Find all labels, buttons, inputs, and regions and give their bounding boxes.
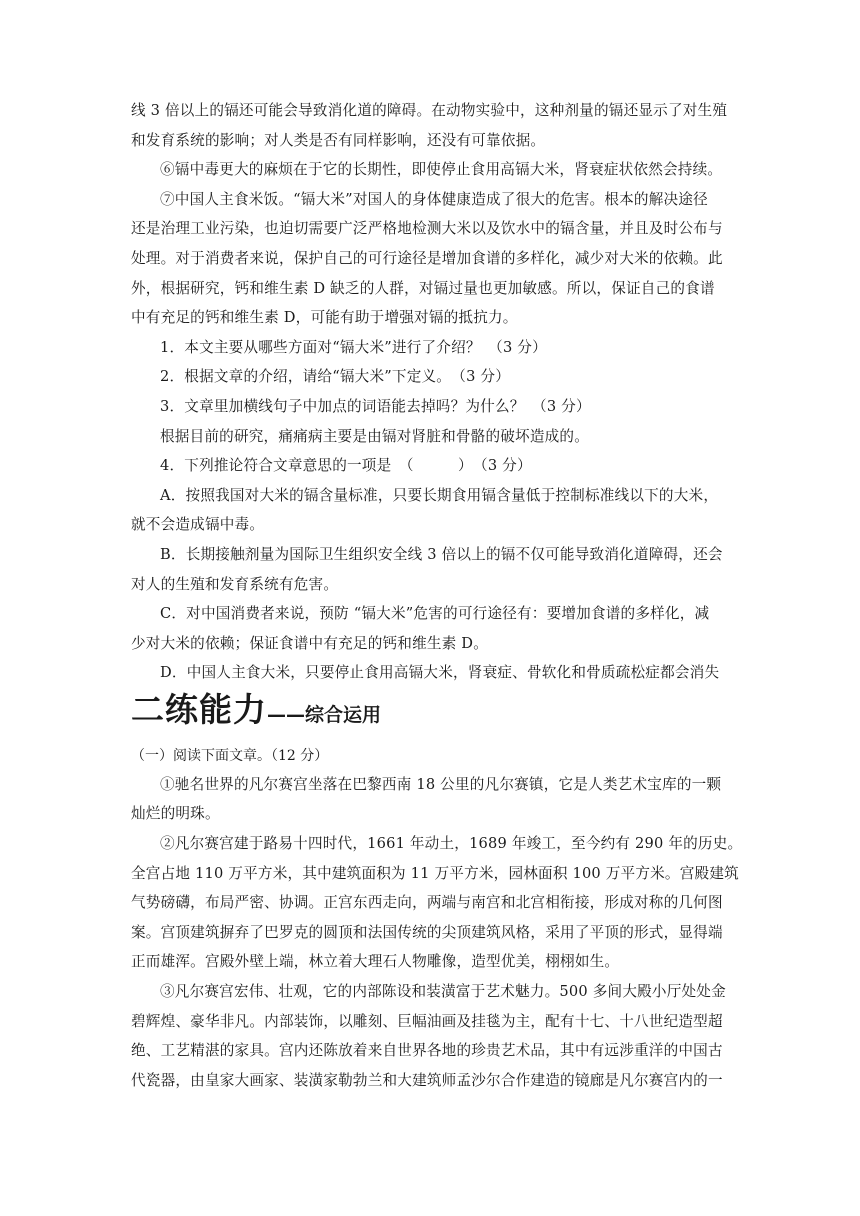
document-page xyxy=(131,96,743,1095)
question-1: 1．本文主要从哪些方面对“镉大米”进行了介绍？ （3 分） xyxy=(160,338,547,356)
option-c: C．对中国消费者来说，预防 “镉大米”危害的可行途径有：要增加食谱的多样化，减 xyxy=(160,605,710,623)
paragraph-2: ②凡尔赛宫建于路易十四时代，1661 年动土，1689 年竣工，至今约有 290 年的历史。 xyxy=(160,835,743,853)
paragraph-line: 和发育系统的影响；对人类是否有同样影响，还没有可靠依据。 xyxy=(131,131,546,149)
section-title: 二练能力 xyxy=(131,689,267,729)
option-d: D．中国人主食大米，只要停止食用高镉大米，肾衰症、骨软化和骨质疏松症都会消失 xyxy=(160,664,720,682)
paragraph-line: 案。宫顶建筑摒弃了巴罗克的圆顶和法国传统的尖顶建筑风格，采用了平顶的形式，显得端 xyxy=(131,923,723,941)
question-2: 2．根据文章的介绍，请给“镉大米”下定义。 （3 分） xyxy=(160,368,510,386)
question-3-sentence: 根据目前的研究，痛痛病主要是由镉对肾脏和骨骼的破坏造成的。 xyxy=(160,427,590,445)
section-subtitle: ——综合运用 xyxy=(267,703,382,726)
option-c-cont: 少对大米的依赖；保证食谱中有充足的钙和维生素 D。 xyxy=(131,634,488,652)
section-heading xyxy=(131,690,731,736)
paragraph-line: 全宫占地 110 万平方米，其中建筑面积为 11 万平方米，园林面积 100 万平方米。宫殿建筑 xyxy=(131,864,739,882)
paragraph-line: 气势磅礴，布局严密、协调。正宫东西走向，两端与南宫和北宫相衔接，形成对称的几何图 xyxy=(131,894,723,912)
paragraph-line: 还是治理工业污染，也迫切需要广泛严格地检测大米以及饮水中的镉含量，并且及时公布与 xyxy=(131,220,723,238)
option-a: A．按照我国对大米的镉含量标准，只要长期食用镉含量低于控制标准线以下的大米， xyxy=(160,486,719,504)
reading-instruction: （一）阅读下面文章。（12 分） xyxy=(131,747,329,764)
paragraph-7: ⑦中国人主食米饭。“镉大米”对国人的身体健康造成了很大的危害。根本的解决途径 xyxy=(160,190,708,208)
question-4: 4．下列推论符合文章意思的一项是 （ ） （3 分） xyxy=(160,457,532,475)
paragraph-line: 外，根据研究，钙和维生素 D 缺乏的人群，对镉过量也更加敏感。所以，保证自己的食谱 xyxy=(131,279,715,297)
paragraph-3: ③凡尔赛宫宏伟、壮观，它的内部陈设和装潢富于艺术魅力。500 多间大殿小厅处处金 xyxy=(160,983,726,1001)
paragraph-line: 处理。对于消费者来说，保护自己的可行途径是增加食谱的多样化，减少对大米的依赖。此 xyxy=(131,249,723,267)
paragraph-1: ①驰名世界的凡尔赛宫坐落在巴黎西南 18 公里的凡尔赛镇，它是人类艺术宝库的一颗 xyxy=(160,775,722,793)
option-b-cont: 对人的生殖和发育系统有危害。 xyxy=(131,575,339,593)
paragraph-6: ⑥镉中毒更大的麻烦在于它的长期性，即使停止食用高镉大米，肾衰症状依然会持续。 xyxy=(160,161,723,179)
paragraph-line: 正而雄浑。宫殿外壁上端，林立着大理石人物雕像，造型优美，栩栩如生。 xyxy=(131,953,620,971)
paragraph-line: 灿烂的明珠。 xyxy=(131,805,220,823)
paragraph-line: 碧辉煌、豪华非凡。内部装饰，以雕刻、巨幅油画及挂毯为主，配有十七、十八世纪造型超 xyxy=(131,1012,723,1030)
paragraph-line: 线 3 倍以上的镉还可能会导致消化道的障碍。在动物实验中，这种剂量的镉还显示了对生殖 xyxy=(131,102,728,119)
paragraph-line: 代瓷器，由皇家大画家、装潢家勒勃兰和大建筑师孟沙尔合作建造的镜廊是凡尔赛宫内的一 xyxy=(131,1071,723,1089)
question-3: 3．文章里加横线句子中加点的词语能去掉吗？为什么？ （3 分） xyxy=(160,397,591,415)
paragraph-line: 绝、工艺精湛的家具。宫内还陈放着来自世界各地的珍贵艺术品，其中有远涉重洋的中国古 xyxy=(131,1042,723,1060)
option-a-cont: 就不会造成镉中毒。 xyxy=(131,516,265,534)
paragraph-line: 中有充足的钙和维生素 D，可能有助于增强对镉的抵抗力。 xyxy=(131,309,518,327)
option-b: B．长期接触剂量为国际卫生组织安全线 3 倍以上的镉不仅可能导致消化道障碍，还会 xyxy=(160,545,723,563)
